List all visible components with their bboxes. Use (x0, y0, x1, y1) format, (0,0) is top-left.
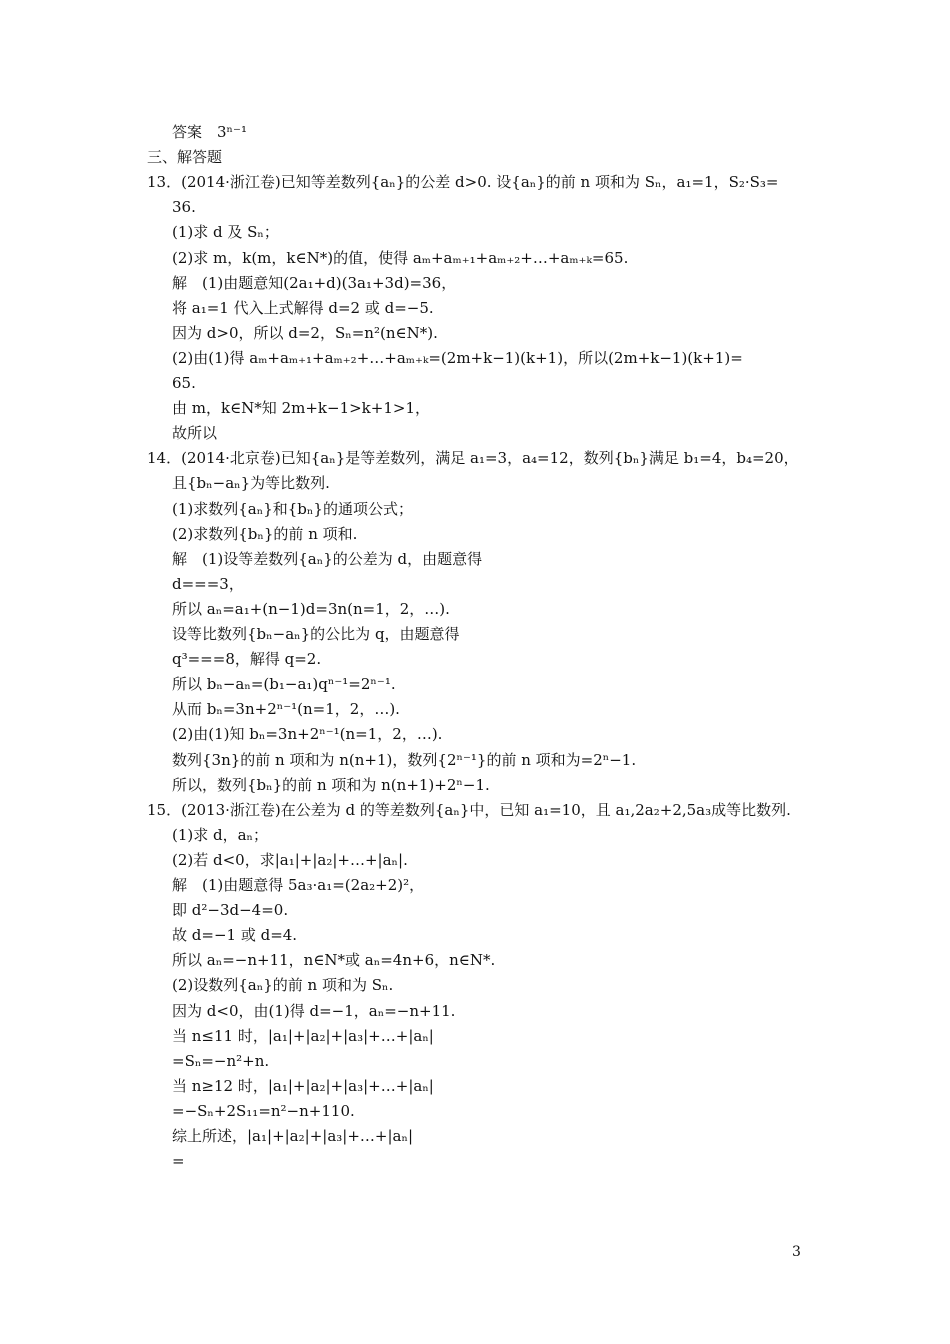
text-line: 65. (172, 374, 196, 392)
text-line: 所以 bₙ−aₙ=(b₁−a₁)qⁿ⁻¹=2ⁿ⁻¹. (172, 675, 396, 694)
text-line: 且{bₙ−aₙ}为等比数列. (172, 474, 330, 493)
text-line: 因为 d<0，由(1)得 d=−1，aₙ=−n+11. (172, 1001, 456, 1020)
text-line: 13．(2014·浙江卷)已知等差数列{aₙ}的公差 d>0. 设{aₙ}的前 n 项和为 Sₙ，a₁=1，S₂·S₃= (147, 173, 779, 192)
text-line: 从而 bₙ=3n+2ⁿ⁻¹(n=1，2，…). (172, 700, 400, 719)
text-line: (2)由(1)得 aₘ+aₘ₊₁+aₘ₊₂+…+aₘ₊ₖ=(2m+k−1)(k+1)，所以(2m+k−1)(k+1)= (172, 348, 743, 367)
text-line: 三、解答题 (147, 148, 223, 167)
text-line: 即 d²−3d−4=0. (172, 901, 289, 920)
text-line: 解 (1)设等差数列{aₙ}的公差为 d，由题意得 (172, 549, 483, 568)
text-line: 故 d=−1 或 d=4. (172, 926, 298, 945)
text-line: 将 a₁=1 代入上式解得 d=2 或 d=−5. (172, 298, 434, 317)
text-line: 故所以 (172, 424, 218, 443)
text-line: 解 (1)由题意得 5a₃·a₁=(2a₂+2)²， (172, 876, 425, 894)
text-line: 所以 aₙ=−n+11，n∈N*或 aₙ=4n+6，n∈N*. (172, 951, 496, 970)
text-line: 当 n≤11 时，|a₁|+|a₂|+|a₃|+…+|aₙ| (172, 1026, 434, 1045)
text-line: =Sₙ=−n²+n. (172, 1051, 270, 1070)
text-line: 由 m，k∈N*知 2m+k−1>k+1>1， (172, 399, 430, 418)
text-line: 设等比数列{bₙ−aₙ}的公比为 q，由题意得 (172, 625, 460, 643)
text-line: (2)若 d<0，求|a₁|+|a₂|+…+|aₙ|. (172, 850, 408, 869)
text-line: 当 n≥12 时，|a₁|+|a₂|+|a₃|+…+|aₙ| (172, 1076, 434, 1095)
text-line: d===3， (172, 574, 244, 593)
text-line: 答案 3ⁿ⁻¹ (172, 123, 247, 141)
text-line: (2)求 m，k(m，k∈N*)的值，使得 aₘ+aₘ₊₁+aₘ₊₂+…+aₘ₊ₖ=65. (172, 248, 629, 267)
text-line: (1)求 d，aₙ； (172, 825, 269, 844)
text-line: (1)求 d 及 Sₙ； (172, 223, 279, 242)
text-line: (1)求数列{aₙ}和{bₙ}的通项公式； (172, 499, 413, 518)
text-line: q³===8，解得 q=2. (172, 650, 322, 669)
text-line: 15．(2013·浙江卷)在公差为 d 的等差数列{aₙ}中，已知 a₁=10，且 a₁,2a₂+2,5a₃成等比数列. (147, 800, 791, 819)
text-line: (2)设数列{aₙ}的前 n 项和为 Sₙ. (172, 976, 394, 995)
text-line: 综上所述，|a₁|+|a₂|+|a₃|+…+|aₙ| (172, 1127, 414, 1145)
text-line: (2)求数列{bₙ}的前 n 项和. (172, 524, 358, 543)
text-line: =−Sₙ+2S₁₁=n²−n+110. (172, 1101, 355, 1120)
text-line: 14．(2014·北京卷)已知{aₙ}是等差数列，满足 a₁=3，a₄=12，数列{bₙ}满足 b₁=4，b₄=20， (147, 449, 799, 468)
text-line: 所以，数列{bₙ}的前 n 项和为 n(n+1)+2ⁿ−1. (172, 775, 490, 794)
text-line: 所以 aₙ=a₁+(n−1)d=3n(n=1，2，…). (172, 599, 450, 618)
text-line: = (172, 1152, 185, 1171)
text-line: (2)由(1)知 bₙ=3n+2ⁿ⁻¹(n=1，2，…). (172, 725, 443, 744)
page-number: 3 (792, 1244, 801, 1260)
text-line: 数列{3n}的前 n 项和为 n(n+1)，数列{2ⁿ⁻¹}的前 n 项和为=2ⁿ−1. (172, 750, 637, 769)
text-line: 36. (172, 198, 196, 217)
text-line: 因为 d>0，所以 d=2，Sₙ=n²(n∈N*). (172, 323, 438, 342)
text-line: 解 (1)由题意知(2a₁+d)(3a₁+3d)=36， (172, 273, 457, 292)
